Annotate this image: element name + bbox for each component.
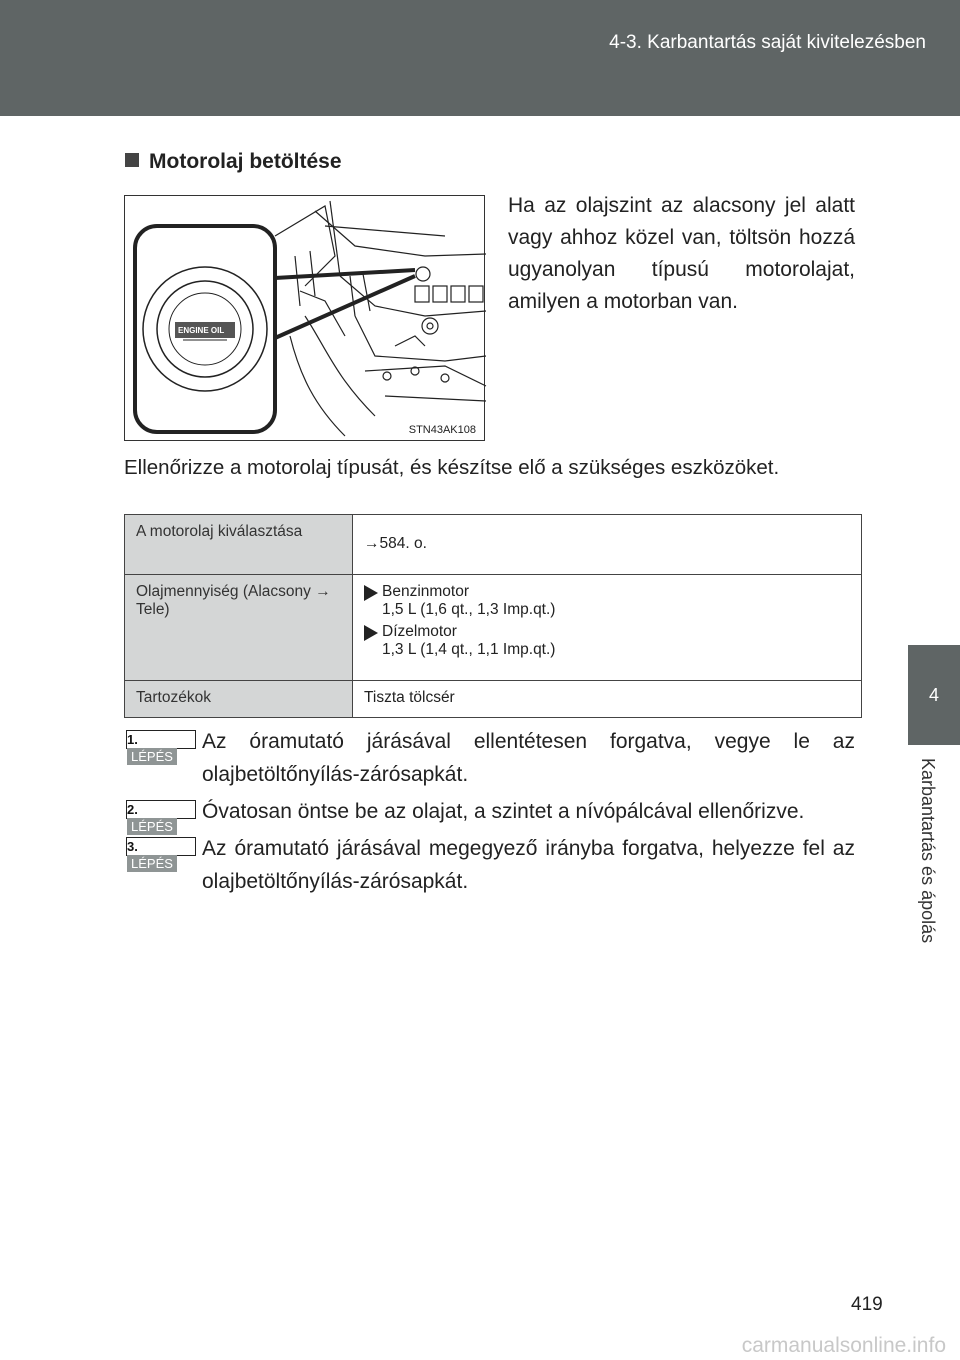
lead-paragraph: Ellenőrizze a motorolaj típusát, és készítse elő a szükséges eszközöket. <box>124 456 780 479</box>
step-word: LÉPÉS <box>127 748 177 765</box>
intro-paragraph: Ha az olajszint az alacsony jel alatt vagy ahhoz közel van, töltsön hozzá ugyanolyan típusú motorolajat, amilyen a motorban van. <box>508 194 855 313</box>
engine-amount: 1,3 L (1,4 qt., 1,1 Imp.qt.) <box>382 641 556 658</box>
page-number: 419 <box>851 1294 883 1315</box>
engine-entry <box>364 623 851 659</box>
step-number: 3. <box>127 839 138 854</box>
engine-illustration <box>124 195 485 441</box>
chapter-tab <box>908 645 960 745</box>
step-number: 1. <box>127 732 138 747</box>
page-header <box>0 0 960 116</box>
step-badge <box>126 730 196 764</box>
table-value-cell: Tiszta tölcsér <box>353 681 862 718</box>
chapter-side-label <box>905 758 951 978</box>
step-word: LÉPÉS <box>127 855 177 872</box>
cap-label: ENGINE OIL <box>178 326 225 335</box>
figure-code: STN43AK108 <box>408 424 476 436</box>
engine-drawing <box>125 196 486 442</box>
step-text: Az óramutató járásával ellentétesen forgatva, vegye le az olajbetöltőnyílás-zárósapkát. <box>202 730 855 786</box>
table-row <box>125 681 862 718</box>
step-item <box>124 832 855 898</box>
engine-name: Dízelmotor <box>382 623 457 640</box>
table-row <box>125 575 862 681</box>
chapter-side-label-text: Karbantartás és ápolás <box>918 758 938 944</box>
step-item <box>124 725 855 791</box>
triangle-marker-icon <box>364 585 378 601</box>
step-number: 2. <box>127 802 138 817</box>
engine-name: Benzinmotor <box>382 583 470 600</box>
section-heading <box>125 150 342 174</box>
table-value-cell <box>353 515 862 575</box>
step-badge <box>126 800 196 834</box>
section-title: Motorolaj betöltése <box>149 150 342 173</box>
page-reference: →584. o. <box>364 535 427 552</box>
step-badge <box>126 837 196 871</box>
engine-amount: 1,5 L (1,6 qt., 1,3 Imp.qt.) <box>382 601 556 618</box>
step-text: Az óramutató járásával megegyező irányba forgatva, helyezze fel az olajbetöltőnyílás-zárósapkát. <box>202 837 855 893</box>
chapter-title: 4-3. Karbantartás saját kivitelezésben <box>609 32 926 53</box>
step-word: LÉPÉS <box>127 818 177 835</box>
table-row <box>125 515 862 575</box>
step-text: Óvatosan öntse be az olajat, a szintet a nívópálcával ellenőrizve. <box>202 800 805 823</box>
square-bullet-icon <box>125 153 139 167</box>
step-list <box>124 725 855 902</box>
chapter-tab-number: 4 <box>928 685 939 705</box>
table-label-cell: A motorolaj kiválasztása <box>125 515 353 575</box>
table-label-cell: Olajmennyiség (Alacsony → Tele) <box>125 575 353 681</box>
info-table <box>124 514 862 718</box>
step-item <box>124 795 855 834</box>
table-label-cell: Tartozékok <box>125 681 353 718</box>
engine-entry <box>364 583 851 619</box>
watermark: carmanualsonline.info <box>741 1334 946 1357</box>
table-value-cell <box>353 575 862 681</box>
triangle-marker-icon <box>364 625 378 641</box>
